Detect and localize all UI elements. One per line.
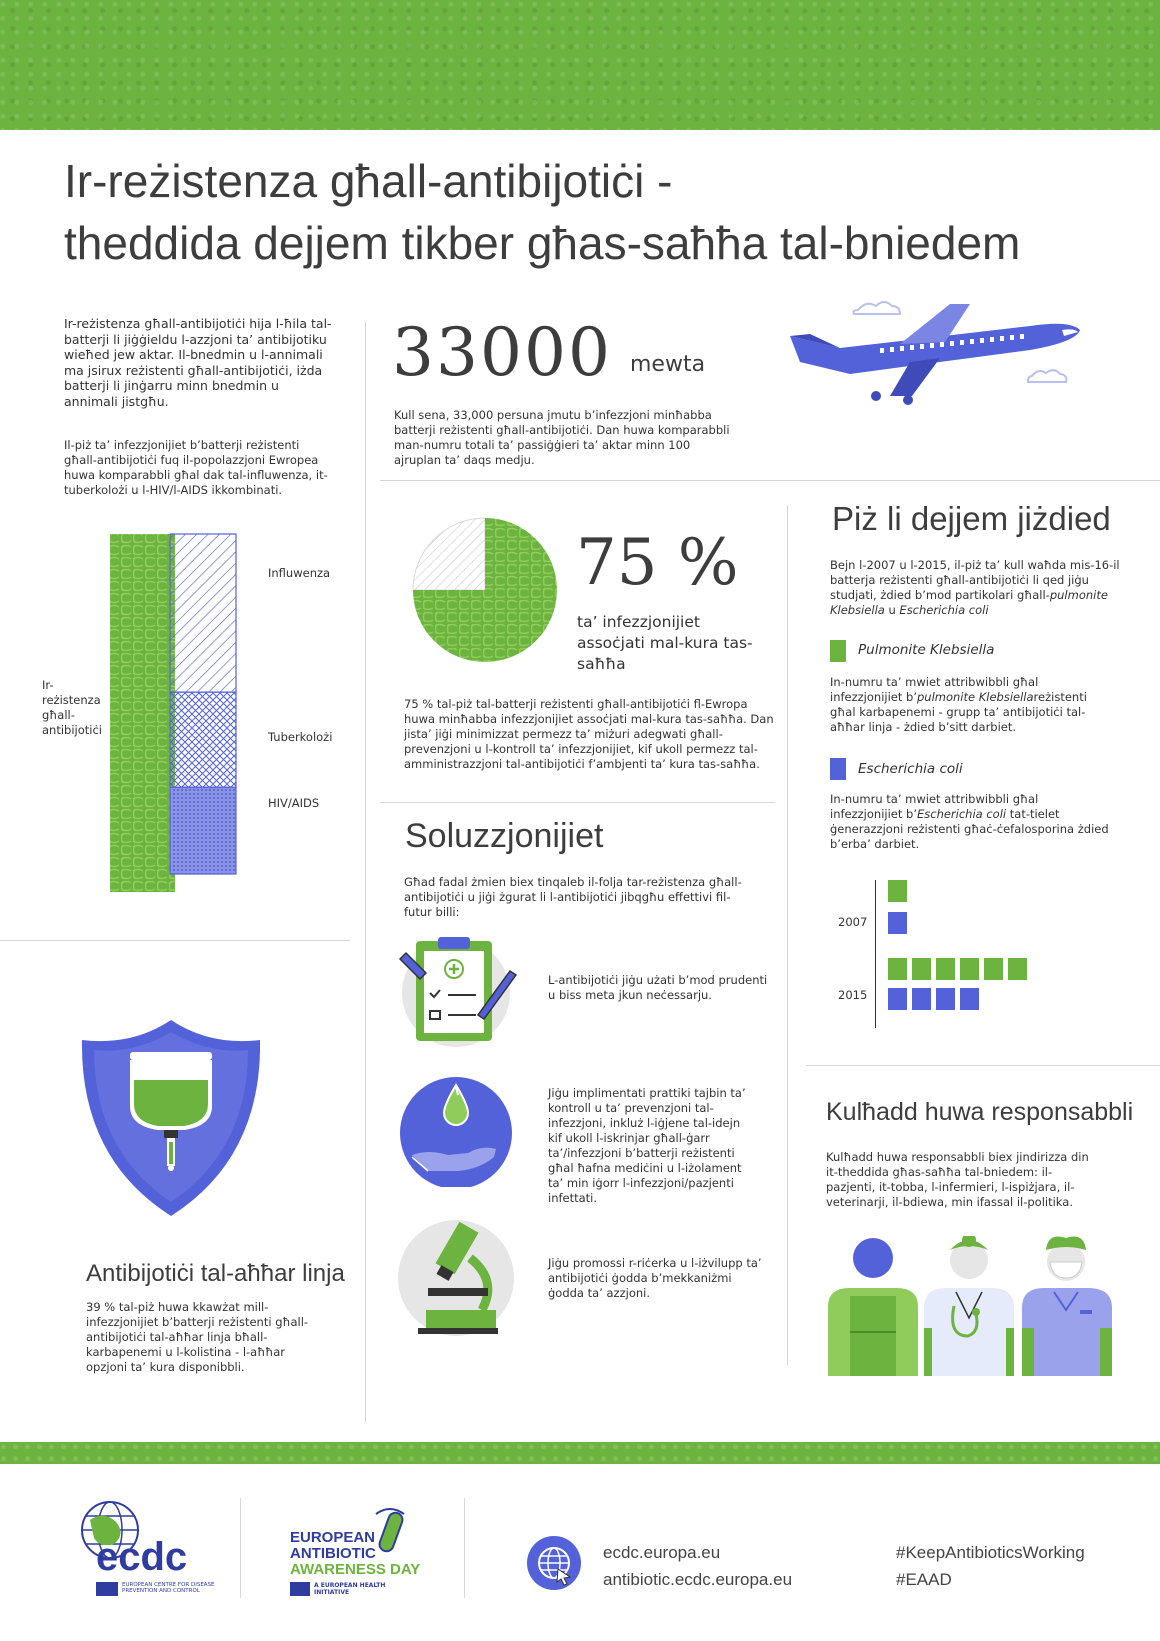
globe-icon xyxy=(526,1535,582,1591)
ecdc-logo: ecdc xyxy=(96,1535,188,1579)
burden-seg-influenza xyxy=(170,534,236,692)
solutions-heading: Soluzzjonijiet xyxy=(405,817,604,855)
healthcare-text: 75 % tal-piż tal-batterji reżistenti għall-antibijotiċi fl-Ewropa huwa minħabba infezzjonijiet assoċjati mal-kura tas-saħħa. Dan jista’ jiġi minimizzat permezz ta’ miżuri adegwati għall-prevenzjoni u l-kontroll ta’ infezzjonijiet, kif ukoll permezz tal-amministrazzjoni tal-antibijotiċi f’ambjenti ta’ kura tas-saħħa. xyxy=(404,697,774,771)
healthcare-pie xyxy=(410,515,560,665)
growth-chart xyxy=(780,880,1140,1030)
header-banner xyxy=(0,0,1160,130)
intro-text: Ir-reżistenza għall-antibijotiċi hija l-ħila tal-batterji li jiġġieldu l-azzjoni ta’ antibijotiku wieħed jew aktar. Il-bnedmin u l-annimali ma jsirux reżistenti għall-antibijotiċi, iżda batterji li jinġarru minn bnedmin u annimali jistgħu. xyxy=(64,316,332,409)
clipboard-icon xyxy=(398,935,518,1047)
eu-flag-icon xyxy=(96,1582,118,1596)
growth-tick-2015: 2015 xyxy=(838,988,868,1002)
growth-square-ecoli xyxy=(960,988,979,1010)
shield-icon xyxy=(80,1018,262,1218)
eu-flag-icon xyxy=(290,1582,310,1596)
column-divider xyxy=(365,322,366,1422)
deaths-unit: mewta xyxy=(630,352,706,377)
solution-item-3: Jiġu promossi r-riċerka u l-iżvilupp ta’ antibijotiċi ġodda b’mekkaniżmi ġodda ta’ azzjoni. xyxy=(548,1256,762,1300)
burden-seg-tuberculosis xyxy=(170,692,236,787)
growth-square-ecoli xyxy=(888,988,907,1010)
footer-hashtag-1: #KeepAntibioticsWorking xyxy=(896,1543,1085,1562)
responsible-text: Kulħadd huwa responsabbli biex jindirizza din it-theddida għas-saħħa tal-bniedem: il-pazjenti, it-tobba, l-infermieri, l-ispiżjara, il-veterinarji, il-bdiewa, min ifassal il-politika. xyxy=(826,1150,1089,1209)
growth-square-klebsiella xyxy=(912,958,931,980)
section-divider xyxy=(380,480,1160,481)
burden-label-tuberculosis: Tuberkolożi xyxy=(268,730,333,745)
footer-strip xyxy=(0,1442,1160,1464)
last-line-heading: Antibijotiċi tal-aħħar linja xyxy=(86,1260,345,1287)
ecoli-text: In-numru ta’ mwiet attribwibbli għal infezzjonijiet b’Escherichia coli tat-tielet ġenerazzjoni reżistenti għaċ-ċefalosporina żdied b’erba’ darbiet. xyxy=(830,792,1109,851)
legend-swatch-ecoli xyxy=(830,758,846,780)
klebsiella-text: In-numru ta’ mwiet attribwibbli għal infezzjonijiet b’pulmonite Klebsiellareżistenti għal karbapenemi - grupp ta’ antibijotiċi tal-aħħar linja - żdied b’sitt darbiet. xyxy=(830,675,1087,734)
responsible-heading: Kulħadd huwa responsabbli xyxy=(826,1098,1134,1126)
ecdc-sub: EUROPEAN CENTRE FOR DISEASE PREVENTION AND CONTROL xyxy=(122,1582,215,1594)
growth-square-ecoli xyxy=(912,988,931,1010)
growth-square-klebsiella xyxy=(936,958,955,980)
growth-square-klebsiella xyxy=(1008,958,1027,980)
healthcare-subtitle: ta’ infezzjonijiet assoċjati mal-kura tas-saħħa xyxy=(577,613,753,673)
eaad-sub: A EUROPEAN HEALTH INITIATIVE xyxy=(314,1582,386,1596)
legend-ecoli: Escherichia coli xyxy=(858,761,963,777)
last-line-text: 39 % tal-piż huwa kkawżat mill-infezzjonijiet b’batterji reżistenti għall-antibijotiċi tal-aħħar linja bħall-karbapenemi u l-kolistina - l-aħħar opzjoni ta’ kura disponibbli. xyxy=(86,1300,309,1374)
pie-slice-other xyxy=(413,518,485,590)
burden-label-hiv: HIV/AIDS xyxy=(268,795,320,810)
section-divider xyxy=(806,1065,1160,1066)
eaad-logo: EUROPEAN ANTIBIOTIC AWARENESS DAY xyxy=(290,1529,421,1578)
people-icon xyxy=(828,1236,1114,1376)
burden-left-label: Ir-reżistenza għall-antibijotiċi xyxy=(42,678,102,737)
footer-divider xyxy=(464,1498,465,1598)
growth-tick-2007: 2007 xyxy=(838,915,868,929)
footer-hashtag-2: #EAAD xyxy=(896,1570,952,1589)
hand-hygiene-icon xyxy=(398,1075,518,1187)
deaths-number: 33000 xyxy=(392,314,612,391)
airplane-icon xyxy=(780,296,1100,416)
footer-divider xyxy=(240,1498,241,1598)
growing-heading: Piż li dejjem jiżdied xyxy=(832,500,1111,537)
growth-square-klebsiella xyxy=(984,958,1003,980)
deaths-text: Kull sena, 33,000 persuna jmutu b’infezzjoni minħabba batterji reżistenti għall-antibijotiċi. Dan huwa komparabbli man-numru totali ta’ passiġġieri ta’ aktar minn 100 ajruplan ta’ daqs medju. xyxy=(394,408,730,467)
growth-square-klebsiella xyxy=(888,880,907,902)
growth-square-klebsiella xyxy=(888,958,907,980)
solution-item-1: L-antibijotiċi jiġu użati b’mod prudenti u biss meta jkun neċessarju. xyxy=(548,973,768,1002)
page-title: Ir-reżistenza għall-antibijotiċi - theddida dejjem tikber għas-saħħa tal-bniedem xyxy=(64,155,1021,269)
intro-text-2: Il-piż ta’ infezzjonijiet b’batterji reżistenti għall-antibijotiċi fuq il-popolazzjoni Ewropea huwa komparabbli għal dak tal-influwenza, it-tuberkolożi u l-HIV/l-AIDS ikkombinati. xyxy=(64,438,328,497)
growth-axis xyxy=(875,880,876,1028)
burden-seg-hiv xyxy=(170,787,236,874)
legend-swatch-klebsiella xyxy=(830,640,846,662)
burden-chart xyxy=(108,532,248,894)
eaad-capsule-icon xyxy=(370,1506,414,1562)
solution-item-2: Jiġu implimentati prattiki tajbin ta’ kontroll u ta’ prevenzjoni tal-infezzjoni, inkluż l-iġjene tal-idejn kif ukoll l-iskrinjar għall-ġarr ta’/infezzjoni b’batterji reżistenti għal ħafna mediċini u l-iżolament ta’ min iġorr l-infezzjoni/pazjenti infettati. xyxy=(548,1086,746,1205)
solutions-intro: Għad fadal żmien biex tinqaleb il-folja tar-reżistenza għall-antibijotiċi u jiġi żgurat li l-antibijotiċi jibqgħu effettivi fil-futur billi: xyxy=(404,875,742,919)
microscope-icon xyxy=(398,1218,518,1338)
section-divider xyxy=(380,802,775,803)
footer-link-ecdc[interactable]: ecdc.europa.eu xyxy=(603,1543,721,1562)
burden-label-influenza: Influwenza xyxy=(268,565,331,580)
growth-square-ecoli xyxy=(936,988,955,1010)
footer-link-antibiotic[interactable]: antibiotic.ecdc.europa.eu xyxy=(603,1570,793,1589)
legend-klebsiella: Pulmonite Klebsiella xyxy=(858,642,995,658)
section-divider xyxy=(0,940,350,941)
growth-square-klebsiella xyxy=(960,958,979,980)
growth-square-ecoli xyxy=(888,912,907,934)
healthcare-number: 75 % xyxy=(576,526,739,600)
growing-text: Bejn l-2007 u l-2015, il-piż ta’ kull waħda mis-16-il batterja reżistenti għall-antibijotiċi li qed jiġu studjati, żdied b’mod partikolari għall-pulmonite Klebsiella u Escherichia coli xyxy=(830,558,1120,617)
burden-bar-amr xyxy=(110,534,175,892)
